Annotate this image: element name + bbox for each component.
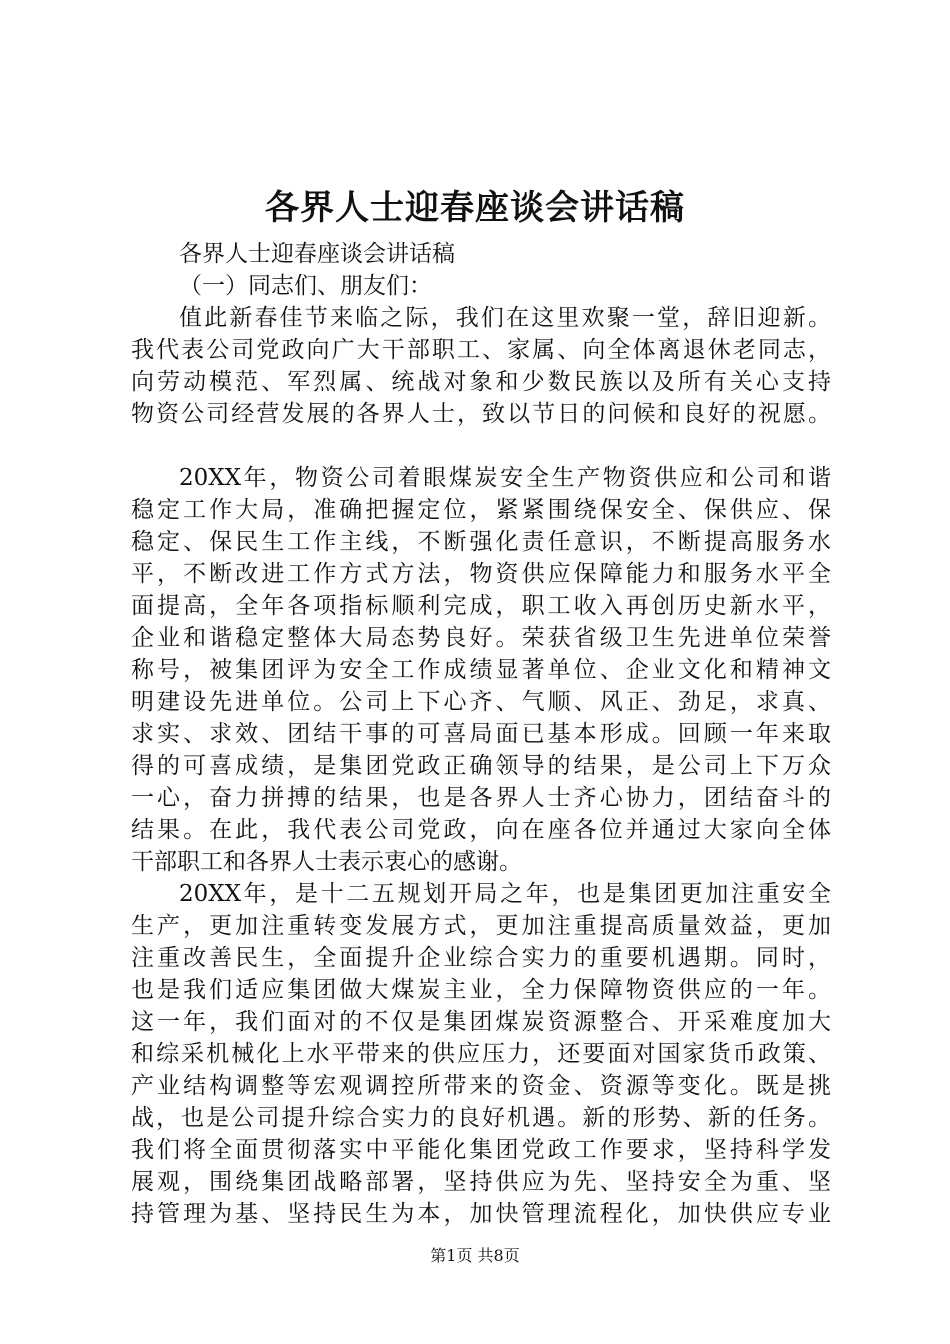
body-line: 得的可喜成绩，是集团党政正确领导的结果，是公司上下万众 [131,753,831,779]
document-title: 各界人士迎春座谈会讲话稿 [265,188,685,228]
body-line: 注重改善民生，全面提升企业综合实力的重要机遇期。同时， [131,945,831,971]
body-line: 向劳动模范、军烈属、统战对象和少数民族以及所有关心支持 [131,369,831,395]
body-line: 各界人士迎春座谈会讲话稿 [179,241,455,267]
body-line: 平，不断改进工作方式方法，物资供应保障能力和服务水平全 [131,561,831,587]
body-line: 物资公司经营发展的各界人士，致以节日的问候和良好的祝愿。 [131,401,831,427]
body-line: 企业和谐稳定整体大局态势良好。荣获省级卫生先进单位荣誉 [131,625,831,651]
body-line: （一）同志们、朋友们： [179,273,432,299]
body-line: 战，也是公司提升综合实力的良好机遇。新的形势、新的任务。 [131,1105,831,1131]
body-line: 干部职工和各界人士表示衷心的感谢。 [131,849,522,875]
body-line: 也是我们适应集团做大煤炭主业，全力保障物资供应的一年。 [131,977,831,1003]
body-line: 我代表公司党政向广大干部职工、家属、向全体离退休老同志， [131,337,831,363]
body-line: 稳定、保民生工作主线，不断强化责任意识，不断提高服务水 [131,529,831,555]
page-number-footer: 第1页 共8页 [430,1246,520,1265]
body-line: 求实、求效、团结干事的可喜局面已基本形成。回顾一年来取 [131,721,831,747]
body-line: 展观，围绕集团战略部署，坚持供应为先、坚持安全为重、坚 [131,1169,831,1195]
body-line: 和综采机械化上水平带来的供应压力，还要面对国家货币政策、 [131,1041,831,1067]
body-line: 明建设先进单位。公司上下心齐、气顺、风正、劲足，求真、 [131,689,831,715]
body-line: 稳定工作大局，准确把握定位，紧紧围绕保安全、保供应、保 [131,497,831,523]
body-line: 值此新春佳节来临之际，我们在这里欢聚一堂，辞旧迎新。 [179,305,831,331]
body-line: 持管理为基、坚持民生为本，加快管理流程化，加快供应专业 [131,1201,831,1227]
paragraph-gap [131,430,831,462]
body-line: 产业结构调整等宏观调控所带来的资金、资源等变化。既是挑 [131,1073,831,1099]
body-line: 生产，更加注重转变发展方式，更加注重提高质量效益，更加 [131,913,831,939]
body-line: 20XX年，物资公司着眼煤炭安全生产物资供应和公司和谐 [179,465,831,491]
body-line: 称号，被集团评为安全工作成绩显著单位、企业文化和精神文 [131,657,831,683]
body-line: 20XX年，是十二五规划开局之年，也是集团更加注重安全 [179,881,831,907]
body-line: 面提高，全年各项指标顺利完成，职工收入再创历史新水平， [131,593,831,619]
document-body [131,238,831,1230]
body-line: 我们将全面贯彻落实中平能化集团党政工作要求，坚持科学发 [131,1137,831,1163]
body-line: 结果。在此，我代表公司党政，向在座各位并通过大家向全体 [131,817,831,843]
body-line: 一心，奋力拼搏的结果，也是各界人士齐心协力，团结奋斗的 [131,785,831,811]
body-line: 这一年，我们面对的不仅是集团煤炭资源整合、开采难度加大 [131,1009,831,1035]
